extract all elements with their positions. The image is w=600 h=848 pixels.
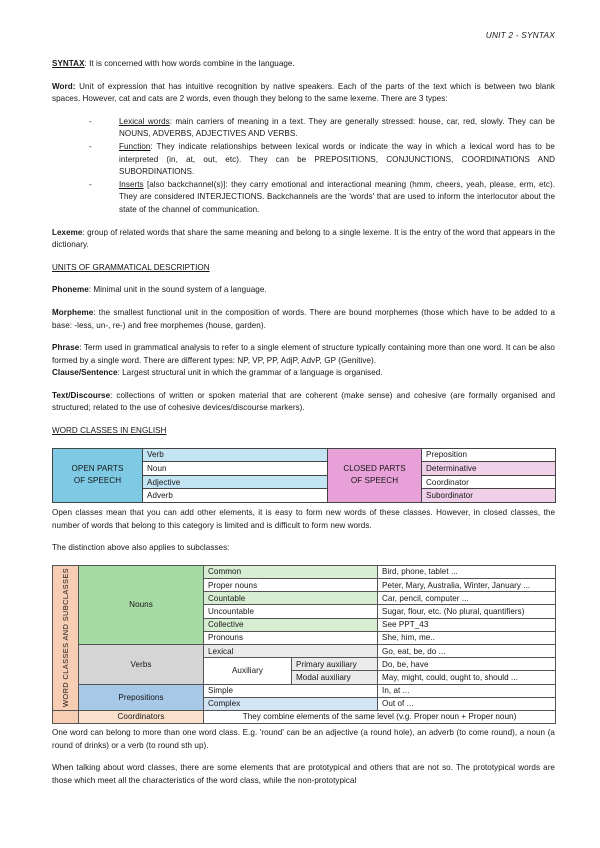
table-row	[53, 710, 556, 723]
side-label-filler	[53, 710, 79, 723]
table-row	[53, 448, 556, 462]
closed-parts-label-line1: CLOSED PARTS	[343, 464, 406, 474]
word-paragraph	[52, 81, 555, 106]
word-types-list	[52, 116, 555, 217]
closed-item-coordinator: Coordinator	[422, 475, 556, 489]
table-row	[53, 565, 556, 578]
example-lexical: Go, eat, be, do ...	[378, 644, 556, 657]
lexeme-paragraph	[52, 227, 555, 252]
side-label-cell	[53, 565, 79, 710]
list-item	[89, 179, 555, 217]
text-discourse-definition: : collections of written or spoken material that are coherent (make sense) and cohesive (are formally organised and structured; related to the use of cohesive devices/discourse markers).	[52, 390, 555, 413]
word-classes-heading: WORD CLASSES IN ENGLISH	[52, 426, 167, 436]
dash-marker: -	[89, 179, 92, 189]
subclass-countable: Countable	[204, 592, 378, 605]
closed-item-subordinator: Subordinator	[422, 489, 556, 503]
subclass-proper-nouns: Proper nouns	[204, 579, 378, 592]
example-simple: In, at ...	[378, 684, 556, 697]
type-term: Inserts	[119, 179, 144, 189]
subclass-pronouns: Pronouns	[204, 631, 378, 644]
distinction-note: The distinction above also applies to subclasses:	[52, 543, 230, 553]
subclass-auxiliary: Auxiliary	[204, 658, 292, 684]
group-nouns: Nouns	[79, 565, 204, 644]
example-pronouns: She, him, me..	[378, 631, 556, 644]
type-term: Function	[119, 141, 151, 151]
group-prepositions: Prepositions	[79, 684, 204, 710]
group-verbs: Verbs	[79, 644, 204, 684]
phrase-definition: : Term used in grammatical analysis to refer to a single element of structure typically containing more than one word. It can be also formed by a single word. There are different types: NP, VP, PP, AdjP, AdvP, GP (Genitive).	[52, 343, 555, 365]
subclass-simple: Simple	[204, 684, 378, 697]
example-primary-auxiliary: Do, be, have	[378, 658, 556, 671]
morpheme-term: Morpheme	[52, 307, 94, 317]
open-item-adverb: Adverb	[143, 489, 328, 503]
subclass-collective: Collective	[204, 618, 378, 631]
example-complex: Out of ...	[378, 697, 556, 710]
type-definition: [also backchannel(s)]: they carry emotional and interactional meaning (hmm, cheers, yeah, please, erm, etc). They are considered INTERJECTIONS. Backchannels are the 'words' that are used to inform the interlocutor about the state of the channel of communication.	[119, 179, 555, 214]
syntax-paragraph	[52, 58, 555, 71]
subclasses-table-wrapper	[52, 565, 555, 724]
subclass-modal-auxiliary: Modal auxiliary	[292, 671, 378, 684]
dash-marker: -	[89, 141, 92, 151]
example-common: Bird, phone, tablet ...	[378, 565, 556, 578]
type-definition: : They indicate relationships between lexical words or indicate the way in which a lexical word has to be interpreted (in, at, out, etc). They can be PREPOSITIONS, CONJUNCTIONS, COORDINATIONS AND SUBORDINATIONS.	[119, 141, 555, 177]
open-closed-note: Open classes mean that you can add other elements, it is easy to form new words of these classes. However, in closed classes, the number of words that belong to this category is limited and is difficult to form new words.	[52, 508, 555, 530]
phoneme-paragraph	[52, 284, 555, 297]
coordinators-description: They combine elements of the same level (v.g. Proper noun + Proper noun)	[204, 710, 556, 723]
open-parts-label-line1: OPEN PARTS	[71, 464, 124, 474]
open-parts-label-line2: OF SPEECH	[73, 476, 122, 486]
phrase-paragraph	[52, 342, 555, 367]
open-item-adjective: Adjective	[143, 475, 328, 489]
closed-item-determinative: Determinative	[422, 462, 556, 476]
open-item-verb: Verb	[143, 448, 328, 462]
example-modal-auxiliary: May, might, could, ought to, should ...	[378, 671, 556, 684]
word-term: Word:	[52, 81, 76, 91]
open-closed-table-wrapper	[52, 448, 555, 503]
subclass-primary-auxiliary: Primary auxiliary	[292, 658, 378, 671]
type-definition: : main carriers of meaning in a text. They are generally stressed: house, car, red, slowly. They can be NOUNS, ADVERBS, ADJECTIVES AND VERBS.	[119, 116, 555, 139]
dash-marker: -	[89, 116, 92, 126]
subclass-uncountable: Uncountable	[204, 605, 378, 618]
lexeme-term: Lexeme	[52, 227, 83, 237]
closed-item-preposition: Preposition	[422, 448, 556, 462]
type-term: Lexical words	[119, 116, 170, 126]
subclass-complex: Complex	[204, 697, 378, 710]
side-label-text: WORD CLASSES AND SUBCLASSES	[61, 568, 70, 708]
page-header: UNIT 2 - SYNTAX	[485, 30, 555, 40]
example-uncountable: Sugar, flour, etc. (No plural, quantifiers)	[378, 605, 556, 618]
subclass-common: Common	[204, 565, 378, 578]
clause-definition: : Largest structural unit in which the grammar of a language is organised.	[117, 368, 383, 378]
lexeme-definition: : group of related words that share the same meaning and belong to a single lexeme. It is the entry of the word that appears in the dictionary.	[52, 227, 555, 250]
phoneme-definition: : Minimal unit in the sound system of a language.	[88, 285, 267, 295]
word-definition: Unit of expression that has intuitive recognition by native speakers. Each of the parts of the text which is between two blank spaces. However, cat and cats are 2 words, even though they belong to the same lexeme. There are 3 types:	[52, 81, 555, 104]
clause-term: Clause/Sentence	[52, 368, 118, 378]
example-proper-nouns: Peter, Mary, Australia, Winter, January ...	[378, 579, 556, 592]
prototypical-note: When talking about word classes, there are some elements that are prototypical and others that are not so. The prototypical words are those which meet all the characteristics of the word class, while the non-prototypical	[52, 763, 555, 785]
table-row	[53, 644, 556, 657]
closed-parts-label-line2: OF SPEECH	[350, 476, 399, 486]
text-discourse-paragraph	[52, 390, 555, 415]
open-closed-parts-table	[52, 448, 556, 503]
closed-parts-header	[328, 448, 422, 502]
example-collective: See PPT_43	[378, 618, 556, 631]
text-discourse-term: Text/Discourse	[52, 390, 111, 400]
open-item-noun: Noun	[143, 462, 328, 476]
morpheme-paragraph	[52, 307, 555, 332]
group-coordinators: Coordinators	[79, 710, 204, 723]
round-note: One word can belong to more than one word class. E.g. 'round' can be an adjective (a round hole), an adverb (to come round), a noun (a round of drinks) or a verb (to round sth up).	[52, 728, 555, 750]
clause-paragraph	[52, 367, 555, 380]
table-row	[53, 684, 556, 697]
syntax-definition: : It is concerned with how words combine in the language.	[84, 59, 295, 68]
example-countable: Car, pencil, computer ...	[378, 592, 556, 605]
units-heading: UNITS OF GRAMMATICAL DESCRIPTION	[52, 262, 210, 272]
list-item	[89, 141, 555, 179]
word-classes-subclasses-table	[52, 565, 556, 724]
list-item	[89, 116, 555, 141]
open-parts-header	[53, 448, 143, 502]
phrase-term: Phrase	[52, 343, 80, 353]
subclass-lexical: Lexical	[204, 644, 378, 657]
syntax-term: SYNTAX	[52, 59, 85, 68]
morpheme-definition: : the smallest functional unit in the composition of words. There are bound morphemes (those which have to be added to a base: -less, un-, re-) and free morphemes (house, garden).	[52, 307, 555, 330]
phoneme-term: Phoneme	[52, 285, 89, 295]
